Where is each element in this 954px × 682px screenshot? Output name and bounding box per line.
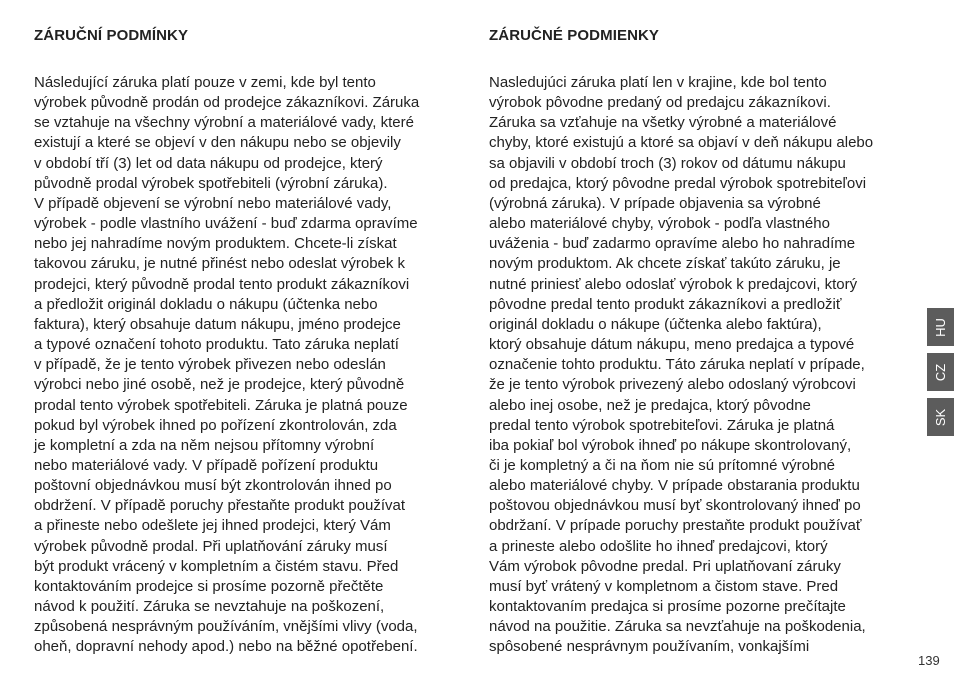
body-line: V případě objevení se výrobní nebo materiálové vady, [34, 194, 392, 212]
body-line: poštovou objednávkou musí byť skontrolovaný ihneď po [489, 497, 861, 515]
body-line: výrobek - podle vlastního uvážení - buď zdarma opravíme [34, 215, 418, 233]
language-tab-hu[interactable] [927, 308, 954, 346]
slovak-warranty-column [489, 27, 925, 658]
body-line: predal tento výrobok spotrebiteľovi. Záruka je platná [489, 416, 835, 434]
body-line: kontaktovaním predajca si prosíme pozorne prečítajte [489, 598, 846, 616]
body-line: od predajca, ktorý pôvodne predal výrobok spotrebiteľovi [489, 174, 867, 192]
body-line: alebo materiálové chyby, výrobok - podľa vlastného [489, 215, 830, 233]
body-line: výrobci nebo jiné osobě, než je prodejce, který původně [34, 376, 405, 394]
body-line: a předložit originál dokladu o nákupu (účtenka nebo [34, 295, 378, 313]
body-line: sa objavili v období troch (3) rokov od dátumu nákupu [489, 154, 846, 172]
language-tab-label: SK [933, 408, 948, 426]
body-line: chyby, ktoré existujú a ktoré sa objaví v deň nákupu alebo [489, 134, 874, 152]
body-line: výrobok pôvodne predaný od predajcu zákazníkovi. [489, 94, 831, 112]
body-line: nebo materiálové vady. V případě pořízení produktu [34, 456, 379, 474]
body-line: způsobená nesprávným používáním, vnějšími vlivy (voda, [34, 618, 418, 636]
body-line: výrobek původně prodán od prodejce zákazníkovi. Záruka [34, 94, 420, 112]
body-line: a přineste nebo odešlete jej ihned prodejci, který Vám [34, 517, 391, 535]
body-line: alebo inej osobe, než je predajca, ktorý pôvodne [489, 396, 811, 414]
body-line: výrobek původně prodal. Při uplatňování záruky musí [34, 537, 388, 555]
czech-warranty-column [34, 27, 470, 658]
body-line: faktura), který obsahuje datum nákupu, jméno prodejce [34, 315, 401, 333]
body-line: Následující záruka platí pouze v zemi, kde byl tento [34, 74, 376, 91]
body-line: Vám výrobok pôvodne predal. Pri uplatňovaní záruky [489, 557, 841, 575]
body-line: iba pokiaľ bol výrobok ihneď po nákupe skontrolovaný, [489, 436, 852, 454]
body-line: být produkt vrácený v kompletním a čistém stavu. Před [34, 557, 399, 575]
body-line: či je kompletný a či na ňom nie sú prítomné výrobné [489, 456, 836, 474]
czech-warranty-heading: ZÁRUČNÍ PODMÍNKY [34, 27, 189, 44]
body-line: kontaktováním prodejce si prosíme pozorně přečtěte [34, 577, 384, 595]
body-line: označenie tohto produktu. Táto záruka neplatí v prípade, [489, 356, 865, 374]
language-tabs [927, 308, 954, 443]
body-line: původně prodal výrobek spotřebiteli (výrobní záruka). [34, 174, 388, 192]
page-number: 139 [918, 653, 940, 668]
body-line: je kompletní a zda na něm nejsou přítomny výrobní [34, 436, 375, 454]
body-line: se vztahuje na všechny výrobní a materiálové vady, které [34, 114, 414, 132]
body-line: návod k použití. Záruka se nevztahuje na poškození, [34, 598, 385, 616]
body-line: originál dokladu o nákupe (účtenka alebo faktúra), [489, 315, 822, 333]
body-line: uváženia - buď zadarmo opravíme alebo ho nahradíme [489, 235, 856, 253]
body-line: a typové označení tohoto produktu. Tato záruka neplatí [34, 336, 399, 354]
body-line: takovou záruku, je nutné přinést nebo odeslat výrobek k [34, 255, 406, 273]
language-tab-sk[interactable] [927, 398, 954, 436]
body-line: nutné priniesť alebo odoslať výrobok k predajcovi, ktorý [489, 275, 858, 293]
language-tab-cz[interactable] [927, 353, 954, 391]
body-line: pôvodne predal tento produkt zákazníkovi a predložiť [489, 295, 842, 313]
body-line: obdržení. V případě poruchy přestaňte produkt používat [34, 497, 406, 515]
body-line: a prineste alebo odošlite ho ihneď predajcovi, ktorý [489, 537, 828, 555]
language-tab-label: CZ [933, 363, 948, 381]
body-line: poštovní objednávkou musí být zkontrolován ihned po [34, 477, 392, 495]
body-line: pokud byl výrobek ihned po pořízení zkontrolován, zda [34, 416, 397, 434]
body-line: existují a které se objeví v den nákupu nebo se objevily [34, 134, 401, 152]
body-line: (výrobná záruka). V prípade objavenia sa výrobné [489, 194, 821, 212]
body-line: novým produktom. Ak chcete získať takúto záruku, je [489, 255, 841, 273]
slovak-warranty-body [489, 73, 925, 658]
body-line: v období tří (3) let od data nákupu od prodejce, který [34, 154, 383, 172]
slovak-warranty-heading: ZÁRUČNÉ PODMIENKY [489, 27, 660, 44]
body-line: spôsobené nesprávnym používaním, vonkajšími [489, 638, 810, 656]
body-line: nebo jej nahradíme novým produktem. Chcete-li získat [34, 235, 397, 253]
body-line: návod na použitie. Záruka sa nevzťahuje na poškodenia, [489, 618, 866, 636]
body-line: Nasledujúci záruka platí len v krajine, kde bol tento [489, 74, 827, 91]
body-line: obdržaní. V prípade poruchy prestaňte produkt používať [489, 517, 862, 535]
body-line: musí byť vrátený v kompletnom a čistom stave. Pred [489, 577, 839, 595]
body-line: v případě, že je tento výrobek přivezen nebo odeslán [34, 356, 386, 374]
body-line: alebo materiálové chyby. V prípade obstarania produktu [489, 477, 860, 495]
czech-warranty-body [34, 73, 470, 658]
body-line: ktorý obsahuje dátum nákupu, meno predajca a typové [489, 336, 855, 354]
body-line: oheň, dopravní nehody apod.) nebo na běžné opotřebení. [34, 638, 418, 656]
language-tab-label: HU [933, 317, 948, 337]
body-line: prodejci, který původně prodal tento produkt zákazníkovi [34, 275, 410, 293]
body-line: že je tento výrobok privezený alebo odoslaný výrobcovi [489, 376, 856, 394]
body-line: prodal tento výrobek spotřebiteli. Záruka je platná pouze [34, 396, 408, 414]
body-line: Záruka sa vzťahuje na všetky výrobné a materiálové [489, 114, 837, 132]
